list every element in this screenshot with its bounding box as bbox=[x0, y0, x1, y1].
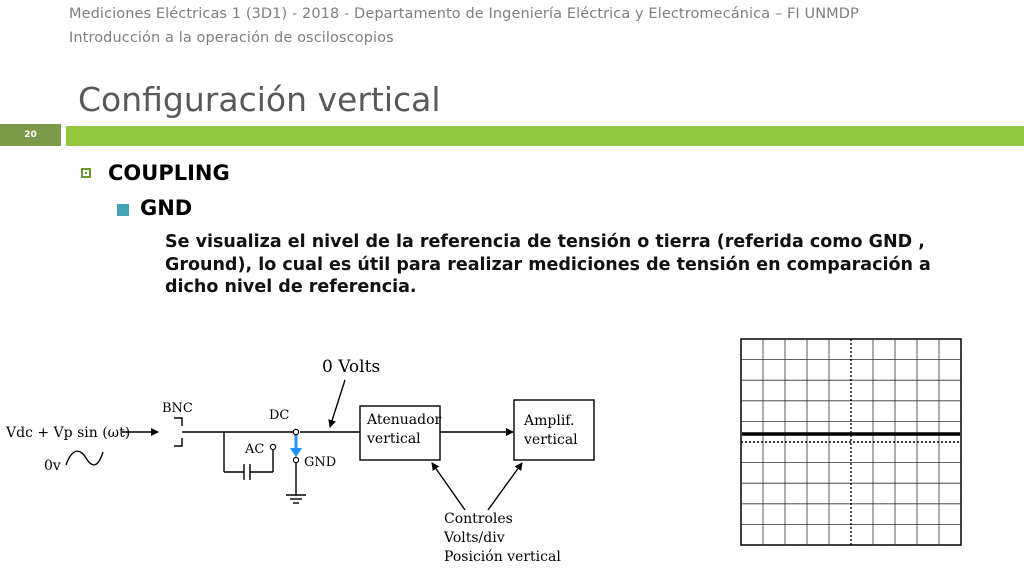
ac-label: AC bbox=[245, 442, 265, 457]
paragraph-line: Se visualiza el nivel de la referencia de tensión o tierra (referida como GND , bbox=[165, 232, 925, 252]
header-line-2: Introducción a la operación de osciloscopios bbox=[69, 30, 394, 46]
gnd-label: GND bbox=[304, 455, 337, 470]
controls-label-2: Volts/div bbox=[444, 530, 505, 546]
oscilloscope-screen bbox=[738, 336, 964, 548]
attenuator-label-2: vertical bbox=[367, 431, 421, 447]
amplifier-label-2: vertical bbox=[524, 432, 578, 448]
bnc-connector-icon bbox=[174, 418, 182, 446]
description-paragraph bbox=[165, 231, 965, 299]
controls-label-3: Posición vertical bbox=[444, 549, 561, 565]
zero-volt-label: 0v bbox=[44, 458, 61, 474]
attenuator-label-1: Atenuador bbox=[367, 412, 442, 428]
title-underline-bar bbox=[66, 126, 1024, 146]
controls-arrow-right bbox=[488, 463, 522, 510]
coupling-circuit-diagram bbox=[0, 340, 600, 576]
input-signal-label: Vdc + Vp sin (ωt) bbox=[6, 425, 131, 441]
amplifier-block bbox=[514, 400, 594, 460]
zero-volts-label: 0 Volts bbox=[322, 357, 381, 377]
paragraph-line: dicho nivel de referencia. bbox=[165, 277, 417, 297]
slide-title: Configuración vertical bbox=[78, 80, 441, 119]
bullet-coupling: COUPLING bbox=[108, 161, 230, 185]
bullet-gnd: GND bbox=[140, 196, 193, 220]
bnc-label: BNC bbox=[162, 401, 193, 416]
dc-label: DC bbox=[269, 408, 290, 423]
header-line-1: Mediciones Eléctricas 1 (3D1) - 2018 - Departamento de Ingeniería Eléctrica y Electromecánica – FI UNMDP bbox=[69, 6, 859, 22]
sine-icon bbox=[66, 451, 103, 465]
paragraph-line: Ground), lo cual es útil para realizar mediciones de tensión en comparación a bbox=[165, 254, 931, 275]
bullet-level1-icon bbox=[81, 168, 91, 178]
bullet-level2-icon bbox=[117, 204, 129, 216]
controls-arrow-left bbox=[432, 463, 465, 510]
zero-volts-arrow bbox=[330, 380, 345, 427]
controls-label-1: Controles bbox=[444, 511, 513, 527]
amplifier-label-1: Amplif. bbox=[524, 413, 575, 429]
slide-number: 20 bbox=[0, 124, 61, 146]
